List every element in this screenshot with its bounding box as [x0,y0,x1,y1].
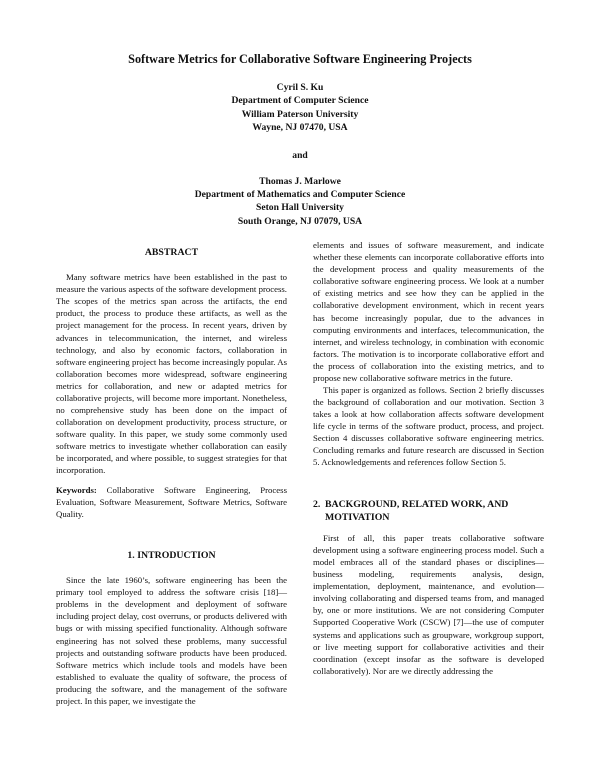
author-university: Seton Hall University [256,202,344,214]
continued-paragraph: elements and issues of software measurement, and indicate whether these elements can incorporate collaborative efforts into the development process and quality measurements of the collaborative software engineering process. We look at a number of existing metrics and see how they can be applied in the collaborative development environment, which in recent years has become increasingly popular, due to the advances in computing environments and interfaces, telecommunication, the internet, and wireless technology, in combination with economic factors. The motivation is to incorporate collaborative effort and the process of collaboration into the existing metrics, and to propose new collaborative software metrics in the future. [313,240,544,383]
keywords-label: Keywords: [56,485,97,496]
paper-title: Software Metrics for Collaborative Software Engineering Projects [128,52,472,66]
organization-paragraph: This paper is organized as follows. Section 2 briefly discusses the background of collaboration and our motivation. Section 3 takes a look at how collaboration affects software development life cycle in terms of the software product, process, and project. Section 4 discusses collaborative software engineering metrics. Concluding remarks and future research are discussed in Section 5. Acknowledgements and references follow Section 5. [313,384,544,468]
section-2-number: 2. [313,499,321,511]
section-2-title-line-2: MOTIVATION [325,512,390,524]
right-column [313,239,544,707]
keywords-text: Collaborative Software Engineering, Process Evaluation, Software Measurement, Software Metrics, Software Quality. [56,485,287,520]
author-block-2 [56,175,544,229]
introduction-heading: 1. INTRODUCTION [127,550,216,562]
author-address: South Orange, NJ 07079, USA [237,215,363,227]
author-name: Thomas J. Marlowe [259,175,341,187]
author-block-1 [56,81,544,135]
author-department: Department of Mathematics and Computer Science [194,189,406,201]
author-department: Department of Computer Science [231,95,369,107]
abstract-heading: ABSTRACT [144,247,199,259]
introduction-paragraph: Since the late 1960’s, software engineering has been the primary tool employed to address the software crisis [18]—problems in the development and deployment of software including project delay, cost overruns, or products delivered with bugs or with missing specified functionality. Although software engineering has not solved these problems, many successful projects and outstanding software products have been produced. Software metrics which include tools and models have been established to evaluate the quality of software, the process of producing the software, and the management of the software project. In this paper, we investigate the [56,575,287,706]
abstract-paragraph: Many software metrics have been established in the past to measure the various aspects of the software development process. The scopes of the metrics span across the artifacts, the end product, the process to produce these artifacts, as well as the project management for the process. In recent years, driven by advances in telecommunication, the internet, and wireless technology, and also by economic factors, collaboration in software engineering project has become increasingly popular. As collaboration becomes more widespread, software engineering metrics for collaboration, and new or adapted metrics for collaborative projects, will become more important. Nonetheless, no comprehensive study has been done on the impact of collaboration on development productivity, process structure, or software quality. In this paper, we study some commonly used software metrics to investigate whether collaboration can easily be incorporated, and where possible, to suggest strategies for that incorporation. [56,272,287,476]
keywords-paragraph [56,484,287,520]
left-column [56,239,287,707]
section-2-heading [313,498,544,524]
two-column-body [56,239,544,707]
section-2-title-line-1: BACKGROUND, RELATED WORK, AND [325,499,509,511]
author-address: Wayne, NJ 07470, USA [252,122,348,134]
author-name: Cyril S. Ku [276,82,324,93]
section-2-paragraph: First of all, this paper treats collaborative software development using a software engineering process model. Such a model embraces all of the standard phases or disciplines—business modeling, requirements analysis, design, implementation, deployment, maintenance, and evolution—involving collaborating and dispersed teams from, and managed by, one or more institutions. We are not considering Computer Supported Cooperative Work (CSCW) [7]—the use of computer systems and applications such as groupware, workgroup support, or live meeting support for collaborative activities and their coordination (except insofar as the software is developed collaboratively). Nor are we directly addressing the [313,533,544,676]
and-separator: and [292,149,308,161]
author-university: William Paterson University [241,108,359,120]
